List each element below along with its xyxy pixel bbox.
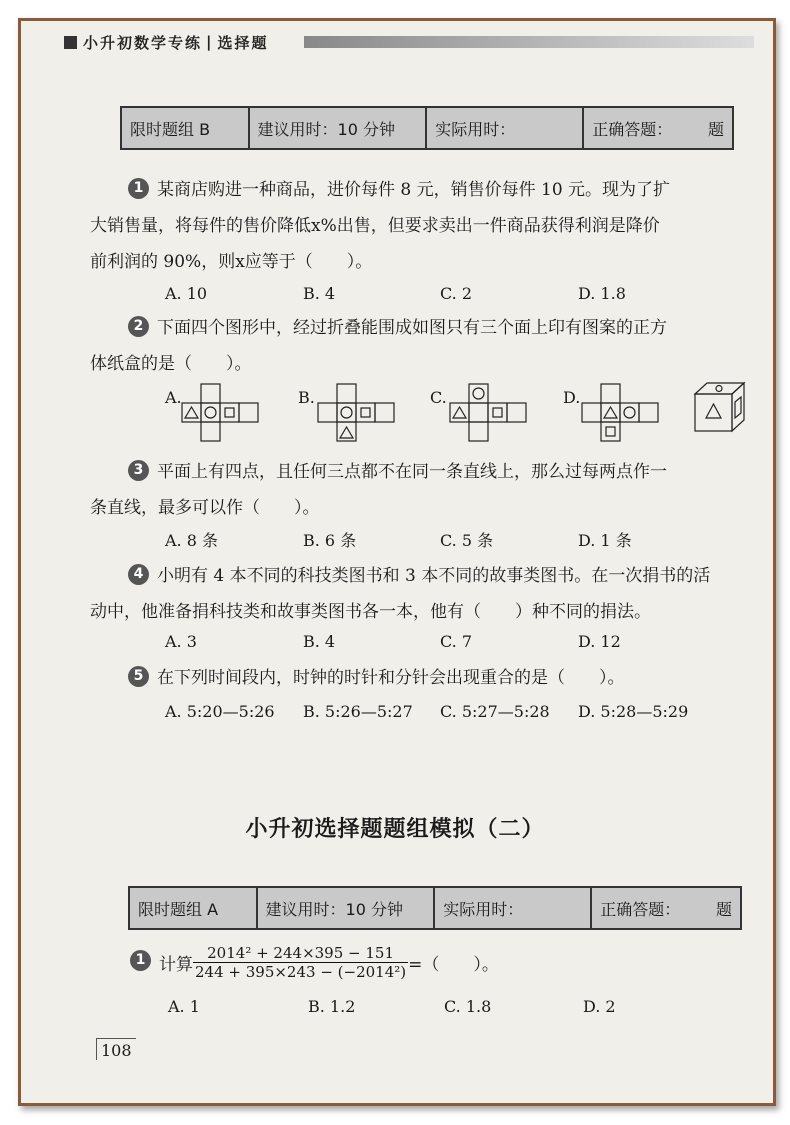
count-unit: 题	[700, 107, 733, 149]
square-icon	[64, 36, 77, 49]
net-figure-b	[316, 382, 398, 444]
option-c: C. 5:27—5:28	[440, 702, 550, 721]
fraction-numerator: 2014² + 244×395 − 151	[193, 944, 408, 963]
question-2	[90, 310, 750, 382]
net-figure-a	[180, 382, 262, 444]
option-b: B. 5:26—5:27	[303, 702, 413, 721]
question-number: 5	[128, 666, 149, 687]
option-c: C.	[430, 388, 447, 407]
option-b: B. 4	[303, 284, 336, 303]
option-b: B. 1.2	[308, 997, 356, 1016]
question-text: 计算	[159, 955, 193, 975]
question-text: 在下列时间段内，时钟的时针和分针会出现重合的是（ ）。	[157, 668, 625, 688]
group-label: 限时题组 A	[129, 887, 257, 929]
question-text: 平面上有四点，且任何三点都不在同一条直线上，那么过每两点作一	[157, 462, 667, 482]
group-b-table	[120, 106, 734, 150]
option-b: B.	[298, 388, 315, 407]
option-d: D. 1 条	[578, 531, 632, 550]
question-text: =（ ）。	[408, 955, 499, 975]
question-number: 2	[128, 316, 149, 337]
correct-count: 正确答题：	[591, 887, 708, 929]
question-1	[90, 172, 750, 280]
question-text: 前利润的 90%，则x应等于（ ）。	[90, 252, 373, 272]
option-a: A. 10	[165, 284, 208, 303]
option-c: C. 2	[440, 284, 473, 303]
actual-time: 实际用时：	[426, 107, 583, 149]
section-name: 选择题	[217, 33, 269, 52]
cube-figure	[693, 380, 747, 434]
suggested-time: 建议用时：10 分钟	[257, 887, 435, 929]
option-a: A. 3	[165, 632, 197, 651]
net-figure-c	[448, 382, 530, 444]
question-text: 动中，他准备捐科技类和故事类图书各一本，他有（ ）种不同的捐法。	[90, 602, 651, 622]
option-a: A. 5:20—5:26	[165, 702, 275, 721]
question-number: 3	[128, 460, 149, 481]
option-d: D.	[563, 388, 581, 407]
question-3	[90, 454, 750, 526]
option-c: C. 5 条	[440, 531, 494, 550]
header-bar	[304, 36, 754, 48]
actual-time: 实际用时：	[434, 887, 591, 929]
question-text: 下面四个图形中，经过折叠能围成如图只有三个面上印有图案的正方	[157, 318, 667, 338]
question-number: 1	[128, 178, 149, 199]
option-d: D. 5:28—5:29	[578, 702, 689, 721]
question-text: 某商店购进一种商品，进价每件 8 元，销售价每件 10 元。现为了扩	[157, 180, 671, 200]
running-header: 小升初数学专练 | 选择题	[64, 33, 269, 51]
question-text: 条直线，最多可以作（ ）。	[90, 498, 320, 518]
option-a: A. 1	[168, 997, 200, 1016]
question-number: 4	[128, 564, 149, 585]
option-c: C. 7	[440, 632, 473, 651]
question-text: 大销售量，将每件的售价降低x%出售，但要求卖出一件商品获得利润是降价	[90, 216, 660, 236]
suggested-time: 建议用时：10 分钟	[249, 107, 427, 149]
question-5	[90, 660, 750, 696]
count-unit: 题	[708, 887, 741, 929]
running-title: 小升初数学专练	[83, 33, 203, 52]
fraction	[193, 944, 408, 981]
question-text: 体纸盒的是（ ）。	[90, 354, 252, 374]
net-figure-d	[580, 382, 662, 444]
group-a-table	[128, 886, 742, 930]
page-number: 108	[96, 1038, 136, 1060]
option-d: D. 12	[578, 632, 621, 651]
option-a: A.	[165, 388, 182, 407]
option-d: D. 1.8	[578, 284, 626, 303]
option-b: B. 4	[303, 632, 336, 651]
option-b: B. 6 条	[303, 531, 357, 550]
question-4	[90, 558, 750, 630]
option-c: C. 1.8	[444, 997, 492, 1016]
fraction-denominator: 244 + 395×243 − (−2014²)	[195, 963, 407, 981]
question-a1	[130, 944, 499, 981]
question-number: 1	[130, 950, 151, 971]
option-a: A. 8 条	[165, 531, 218, 550]
group-label: 限时题组 B	[121, 107, 249, 149]
correct-count: 正确答题：	[583, 107, 700, 149]
section-2-title: 小升初选择题题组模拟（二）	[245, 816, 545, 842]
option-d: D. 2	[583, 997, 616, 1016]
question-text: 小明有 4 本不同的科技类图书和 3 本不同的故事类图书。在一次捐书的活	[157, 566, 711, 586]
